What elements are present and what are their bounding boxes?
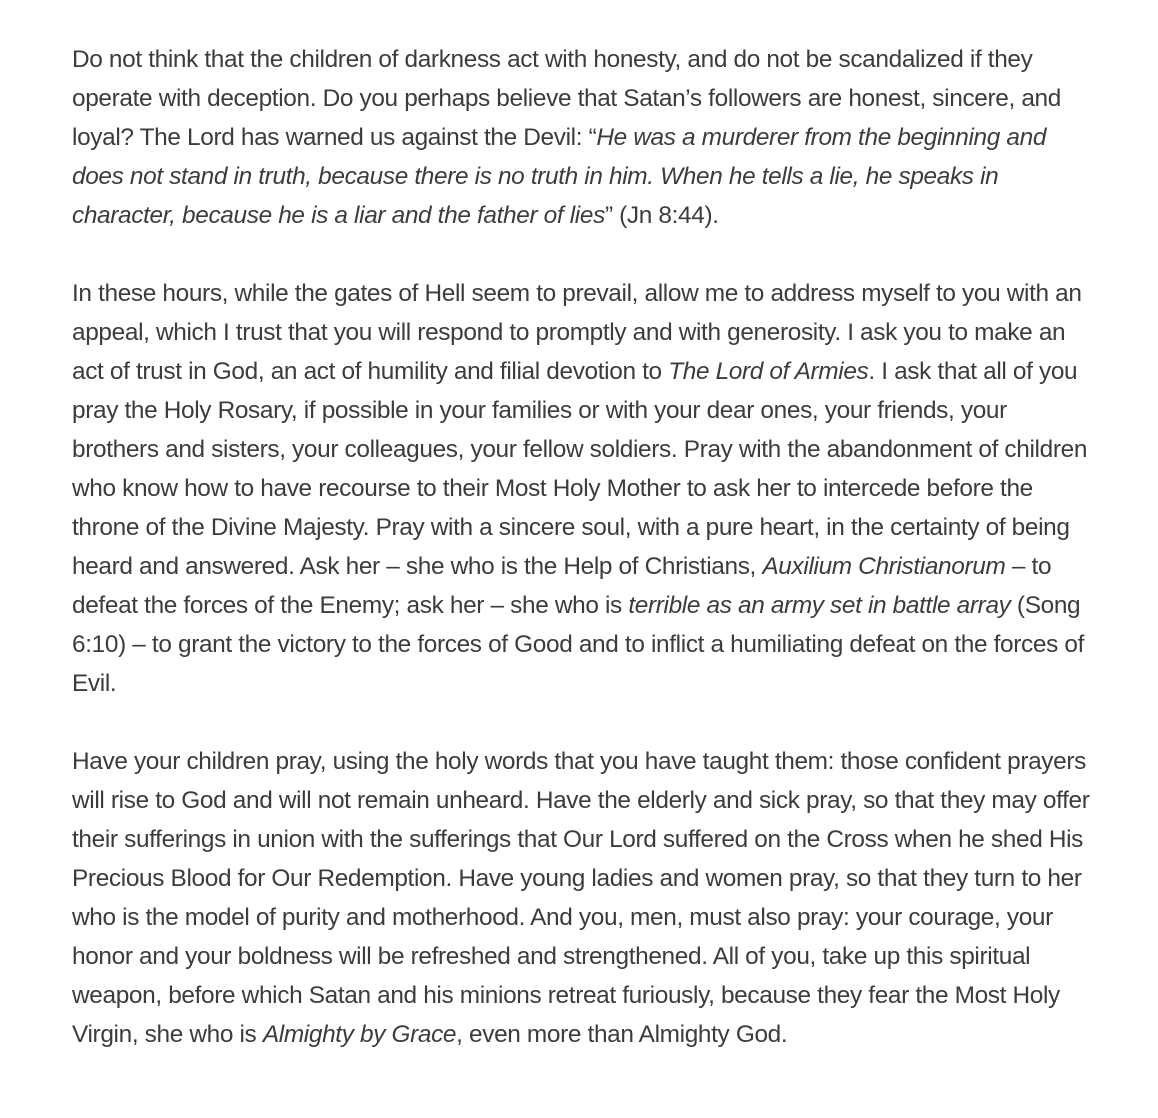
- text-segment: In these hours, while the gates of Hell seem to prevail, allow me to address myself to you with an appeal, which I trust that you will respond to promptly and with generosity. I ask you to make an act of trust in God, an act of humility and filial devotion to: [72, 280, 1082, 385]
- article-body: [72, 40, 1096, 1093]
- paragraph-2: [72, 274, 1096, 703]
- text-segment: , even more than Almighty God.: [456, 1021, 788, 1048]
- text-segment: Do not think that the children of darkness act with honesty, and do not be scandalized if they operate with deception. Do you perhaps believe that Satan’s followers are honest, sincere, and loyal? The Lord has warned us against the Devil: “: [72, 46, 1061, 151]
- italic-phrase: The Lord of Armies: [668, 358, 869, 385]
- text-segment: – to defeat the forces of the Enemy; ask her – she who is: [72, 553, 1052, 619]
- paragraph-1: [72, 40, 1096, 235]
- italic-phrase: Almighty by Grace: [262, 1021, 457, 1048]
- text-segment: Have your children pray, using the holy words that you have taught them: those confident prayers will rise to God and will not remain unheard. Have the elderly and sick pray, so that they may offer their sufferings in union with the sufferings that Our Lord suffered on the Cross when he shed His Precious Blood for Our Redemption. Have young ladies and women pray, so that they turn to her who is the model of purity and motherhood. And you, men, must also pray: your courage, your honor and your boldness will be refreshed and strengthened. All of you, take up this spiritual weapon, before which Satan and his minions retreat furiously, because they fear the Most Holy Virgin, she who is: [72, 748, 1090, 1048]
- italic-phrase: Auxilium Christianorum: [762, 553, 1006, 580]
- text-segment: (Song 6:10) – to grant the victory to the forces of Good and to inflict a humiliating defeat on the forces of Evil.: [72, 592, 1084, 697]
- text-segment: ” (Jn 8:44).: [604, 202, 719, 229]
- text-segment: . I ask that all of you pray the Holy Rosary, if possible in your families or with your dear ones, your friends, your brothers and sisters, your colleagues, your fellow soldiers. Pray with the abandonment of children who know how to have recourse to their Most Holy Mother to ask her to intercede before the throne of the Divine Majesty. Pray with a sincere soul, with a pure heart, in the certainty of being heard and answered. Ask her – she who is the Help of Christians,: [72, 358, 1088, 580]
- paragraph-3: [72, 742, 1096, 1054]
- italic-quote: He was a murderer from the beginning and does not stand in truth, because there is no truth in him. When he tells a lie, he speaks in character, because he is a liar and the father of lies: [72, 124, 1047, 229]
- italic-phrase: terrible as an army set in battle array: [628, 592, 1011, 619]
